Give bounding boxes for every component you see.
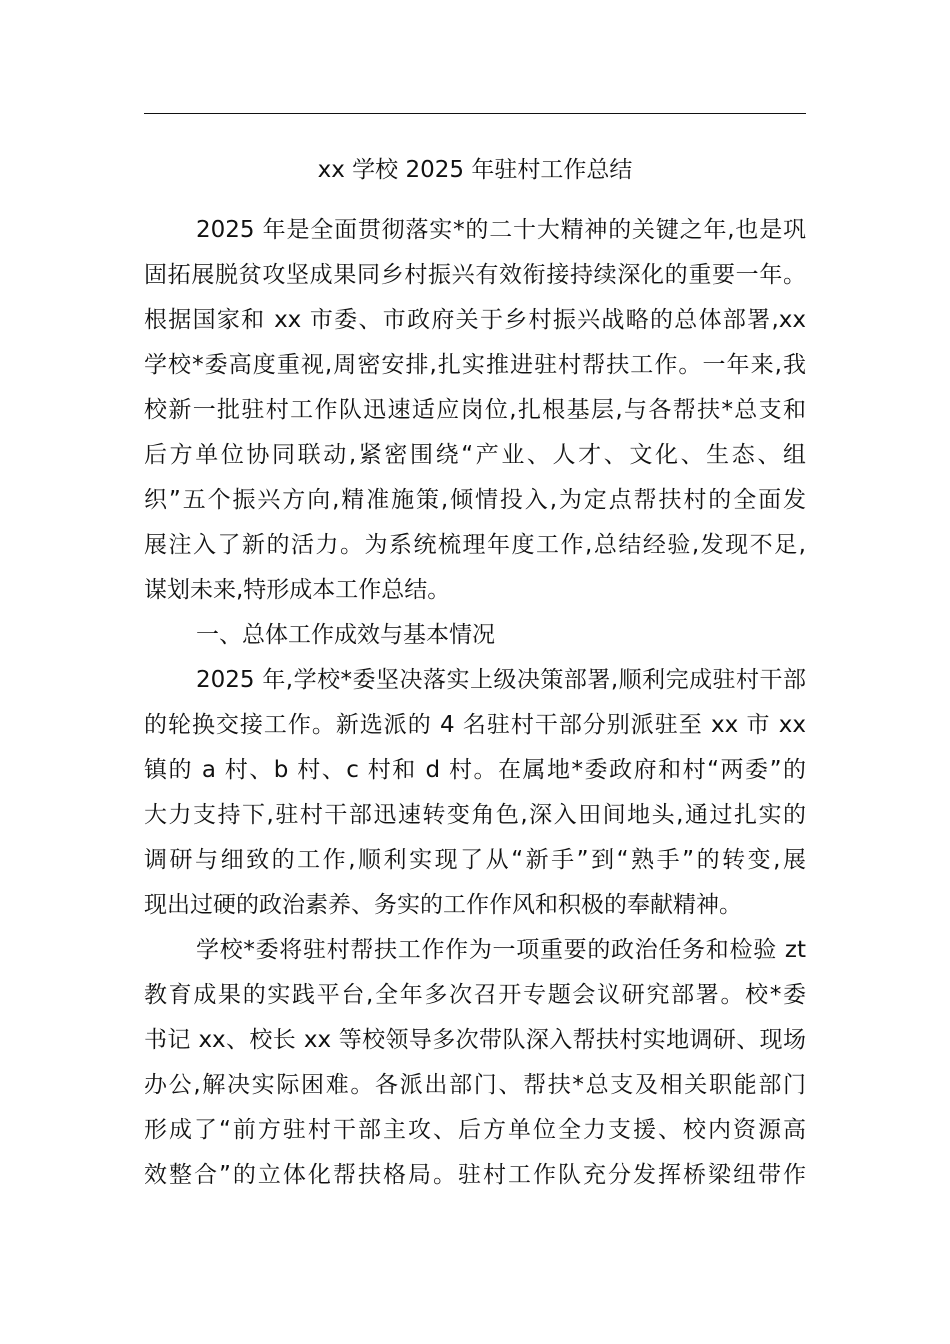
text-line: 书记 xx、校长 xx 等校领导多次带队深入帮扶村实地调研、现场 (144, 1027, 806, 1053)
text-line: 办公,解决实际困难。各派出部门、帮扶*总支及相关职能部门 (144, 1072, 806, 1098)
text-line: 2025 年是全面贯彻落实*的二十大精神的关键之年,也是巩 (196, 217, 806, 243)
text-line: 的轮换交接工作。新选派的 4 名驻村干部分别派驻至 xx 市 xx (144, 712, 806, 738)
text-line: 调研与细致的工作,顺利实现了从“新手”到“熟手”的转变,展 (144, 847, 806, 873)
text-line: 学校*委高度重视,周密安排,扎实推进驻村帮扶工作。一年来,我 (144, 352, 806, 378)
text-line: 固拓展脱贫攻坚成果同乡村振兴有效衔接持续深化的重要一年。 (144, 262, 806, 288)
text-line: 展注入了新的活力。为系统梳理年度工作,总结经验,发现不足, (144, 532, 806, 558)
text-line: 学校*委将驻村帮扶工作作为一项重要的政治任务和检验 zt (196, 937, 806, 963)
document-title: xx 学校 2025 年驻村工作总结 (317, 157, 633, 183)
text-line: 教育成果的实践平台,全年多次召开专题会议研究部署。校*委 (144, 982, 806, 1008)
header-rule (144, 113, 806, 114)
text-line: 谋划未来,特形成本工作总结。 (144, 577, 451, 603)
text-line: 大力支持下,驻村干部迅速转变角色,深入田间地头,通过扎实的 (144, 802, 806, 828)
text-line: 后方单位协同联动,紧密围绕“产业、人才、文化、生态、组 (144, 442, 806, 468)
text-line: 织”五个振兴方向,精准施策,倾情投入,为定点帮扶村的全面发 (144, 487, 806, 513)
text-line: 形成了“前方驻村干部主攻、后方单位全力支援、校内资源高 (144, 1117, 806, 1143)
text-line: 效整合”的立体化帮扶格局。驻村工作队充分发挥桥梁纽带作 (144, 1162, 806, 1188)
text-line: 现出过硬的政治素养、务实的工作作风和积极的奉献精神。 (144, 892, 742, 918)
text-line: 镇的 a 村、b 村、c 村和 d 村。在属地*委政府和村“两委”的 (144, 757, 806, 783)
section-heading: 一、总体工作成效与基本情况 (196, 622, 495, 648)
text-line: 校新一批驻村工作队迅速适应岗位,扎根基层,与各帮扶*总支和 (144, 397, 806, 423)
text-line: 根据国家和 xx 市委、市政府关于乡村振兴战略的总体部署,xx (144, 307, 806, 333)
text-line: 2025 年,学校*委坚决落实上级决策部署,顺利完成驻村干部 (196, 667, 806, 693)
